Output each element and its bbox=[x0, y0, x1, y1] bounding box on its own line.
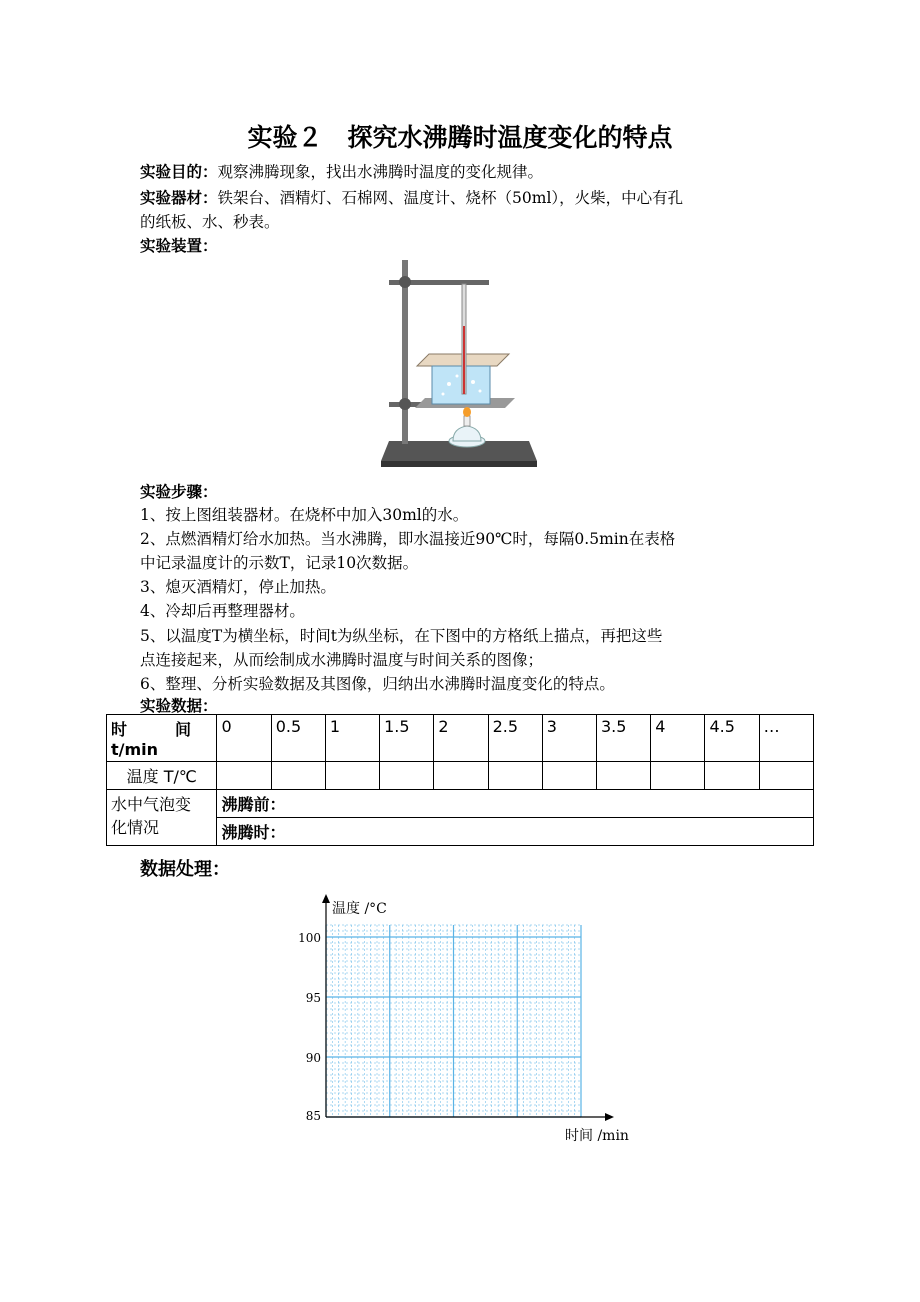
temp-input-cell[interactable] bbox=[434, 762, 488, 790]
time-cell: 3.5 bbox=[597, 715, 651, 762]
time-cell: 2.5 bbox=[488, 715, 542, 762]
step-line: 中记录温度计的示数T，记录10次数据。 bbox=[140, 554, 419, 572]
temp-input-cell[interactable] bbox=[271, 762, 325, 790]
during-boiling-cell[interactable]: 沸腾时： bbox=[217, 818, 814, 846]
purpose-text: 观察沸腾现象，找出水沸腾时温度的变化规律。 bbox=[217, 163, 544, 181]
temp-input-cell[interactable] bbox=[217, 762, 271, 790]
time-cell: 3 bbox=[542, 715, 596, 762]
bubble-header: 水中气泡变 化情况 bbox=[107, 790, 217, 846]
step-line: 点连接起来，从而绘制成水沸腾时温度与时间关系的图像； bbox=[140, 651, 544, 669]
step-line: 5、以温度T为横坐标，时间t为纵坐标，在下图中的方格纸上描点，再把这些 bbox=[140, 627, 663, 645]
step-line: 6、整理、分析实验数据及其图像，归纳出水沸腾时温度变化的特点。 bbox=[140, 675, 615, 693]
apparatus-illustration bbox=[377, 256, 542, 471]
y-tick-label: 100 bbox=[298, 931, 321, 945]
temp-header: 温度 T/℃ bbox=[107, 762, 217, 790]
time-cell: 4.5 bbox=[705, 715, 759, 762]
steps-label: 实验步骤： bbox=[140, 482, 218, 501]
materials-line bbox=[140, 186, 683, 208]
bubble-row-before bbox=[107, 790, 814, 818]
temp-input-cell[interactable] bbox=[705, 762, 759, 790]
time-row bbox=[107, 715, 814, 762]
processing-label: 数据处理： bbox=[140, 859, 230, 880]
temp-input-cell[interactable] bbox=[651, 762, 705, 790]
time-cell: 4 bbox=[651, 715, 705, 762]
materials-label: 实验器材： bbox=[140, 188, 218, 207]
grid-lines bbox=[326, 925, 581, 1117]
time-cell: 1.5 bbox=[380, 715, 434, 762]
data-label: 实验数据： bbox=[140, 696, 218, 715]
time-cell: 0 bbox=[217, 715, 271, 762]
step-line: 4、冷却后再整理器材。 bbox=[140, 602, 305, 620]
temp-input-cell[interactable] bbox=[759, 762, 813, 790]
step-line: 3、熄灭酒精灯，停止加热。 bbox=[140, 578, 336, 596]
setup-label: 实验装置： bbox=[140, 236, 218, 255]
temp-row bbox=[107, 762, 814, 790]
temp-input-cell[interactable] bbox=[488, 762, 542, 790]
temp-input-cell[interactable] bbox=[325, 762, 379, 790]
page-title: 实验２ 探究水沸腾时温度变化的特点 bbox=[247, 123, 673, 152]
x-axis-label: 时间 /min bbox=[565, 1128, 629, 1144]
y-axis-label: 温度 /°C bbox=[332, 901, 387, 917]
materials-text-2: 的纸板、水、秒表。 bbox=[140, 213, 280, 231]
y-tick-label: 90 bbox=[305, 1051, 321, 1065]
step-line: 2、点燃酒精灯给水加热。当水沸腾，即水温接近90℃时，每隔0.5min在表格 bbox=[140, 530, 676, 548]
alcohol-lamp bbox=[453, 426, 481, 441]
temp-input-cell[interactable] bbox=[542, 762, 596, 790]
temp-input-cell[interactable] bbox=[597, 762, 651, 790]
time-cell: 2 bbox=[434, 715, 488, 762]
purpose-line bbox=[140, 160, 543, 182]
materials-text-1: 铁架台、酒精灯、石棉网、温度计、烧杯（50ml），火柴，中心有孔 bbox=[217, 189, 684, 207]
x-axis-arrow bbox=[605, 1113, 614, 1121]
grid-graph bbox=[290, 890, 640, 1150]
time-cell: 1 bbox=[325, 715, 379, 762]
time-cell: 0.5 bbox=[271, 715, 325, 762]
step-line: 1、按上图组装器材。在烧杯中加入30ml的水。 bbox=[140, 506, 469, 524]
purpose-label: 实验目的： bbox=[140, 162, 218, 181]
flame bbox=[463, 407, 471, 417]
y-axis-arrow bbox=[322, 894, 330, 903]
y-tick-label: 95 bbox=[305, 991, 321, 1005]
time-header: 时 间 t/min bbox=[107, 715, 217, 762]
beaker bbox=[432, 366, 490, 404]
before-boiling-cell[interactable]: 沸腾前： bbox=[217, 790, 814, 818]
y-tick-label: 85 bbox=[305, 1109, 321, 1123]
data-table bbox=[106, 714, 814, 846]
time-cell: … bbox=[759, 715, 813, 762]
temp-input-cell[interactable] bbox=[380, 762, 434, 790]
